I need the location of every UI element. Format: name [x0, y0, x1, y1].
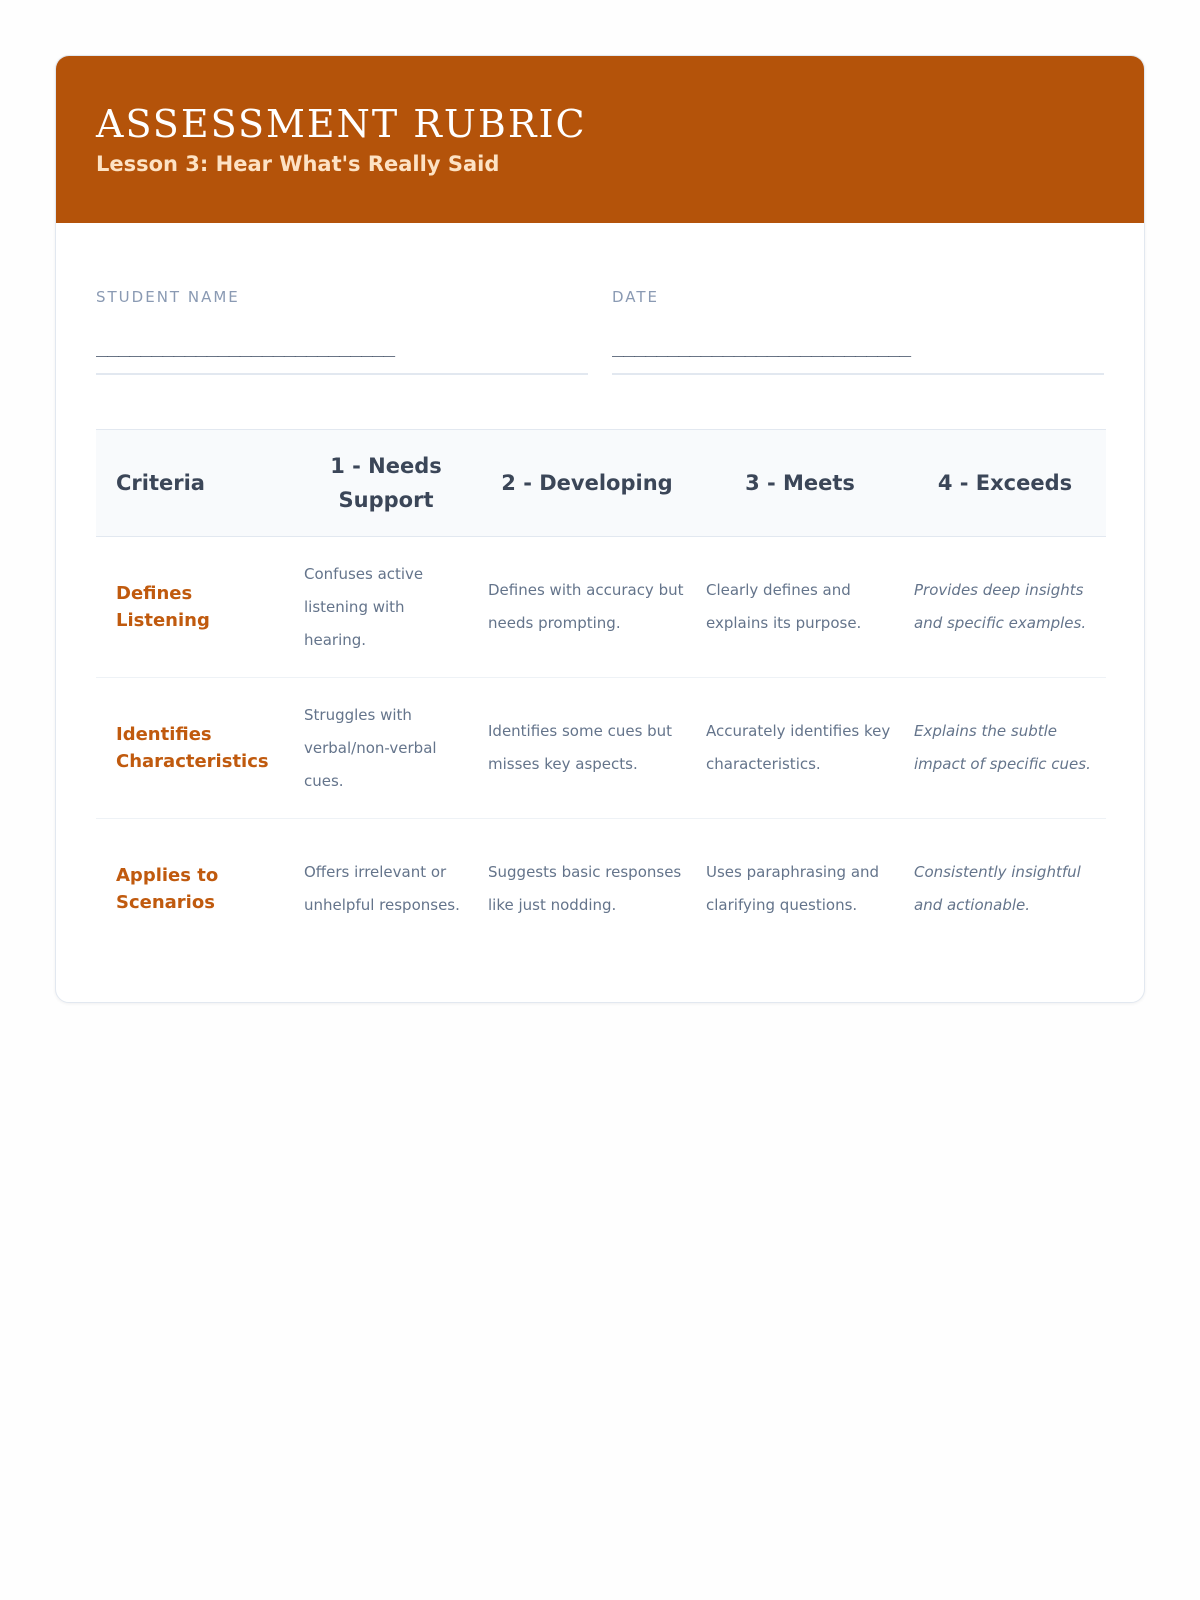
criterion-cell: Identifies Characteristics: [116, 724, 269, 772]
column-header-meets: 3 - Meets: [745, 471, 855, 495]
column-header-needs-support: 1 - Needs Support: [330, 454, 442, 512]
student-name-label: STUDENT NAME: [96, 288, 240, 306]
table-row: [96, 819, 1106, 960]
criterion-cell: Defines Listening: [116, 583, 210, 631]
rubric-body: [56, 287, 1144, 960]
student-info-fields: [96, 287, 1104, 375]
page-title: ASSESSMENT RUBRIC: [96, 102, 587, 146]
level-2-cell: Defines with accuracy but needs prompting.: [488, 581, 684, 632]
level-1-cell: Struggles with verbal/non-verbal cues.: [304, 705, 437, 790]
level-3-cell: Clearly defines and explains its purpose.: [706, 581, 862, 632]
lesson-subtitle: Lesson 3: Hear What's Really Said: [96, 152, 500, 176]
date-label: DATE: [612, 288, 660, 306]
criterion-cell: Applies to Scenarios: [116, 865, 219, 914]
level-2-cell: Suggests basic responses like just nodding.: [488, 863, 682, 915]
level-3-cell: Accurately identifies key characteristics.: [706, 722, 891, 773]
level-1-cell: Offers irrelevant or unhelpful responses.: [304, 863, 460, 915]
level-4-cell: Explains the subtle impact of specific cues.: [914, 722, 1091, 773]
date-blank[interactable]: ___________________________: [612, 333, 911, 357]
rubric-card: [55, 55, 1145, 1003]
rubric-header: [56, 56, 1144, 223]
column-header-criteria: Criteria: [116, 471, 205, 495]
level-2-cell: Identifies some cues but misses key aspects.: [488, 722, 673, 773]
table-header-row: [96, 430, 1106, 537]
level-3-cell: Uses paraphrasing and clarifying questions.: [706, 863, 880, 915]
table-row: [96, 678, 1106, 819]
table-row: [96, 537, 1106, 678]
rubric-table: [96, 429, 1106, 960]
column-header-developing: 2 - Developing: [501, 471, 673, 495]
student-name-blank[interactable]: ___________________________: [96, 333, 395, 357]
student-name-field[interactable]: [96, 287, 588, 375]
level-1-cell: Confuses active listening with hearing.: [304, 564, 424, 649]
level-4-cell: Consistently insightful and actionable.: [914, 863, 1081, 915]
level-4-cell: Provides deep insights and specific examples.: [914, 581, 1087, 632]
column-header-exceeds: 4 - Exceeds: [937, 471, 1073, 495]
date-field[interactable]: [612, 287, 1104, 375]
